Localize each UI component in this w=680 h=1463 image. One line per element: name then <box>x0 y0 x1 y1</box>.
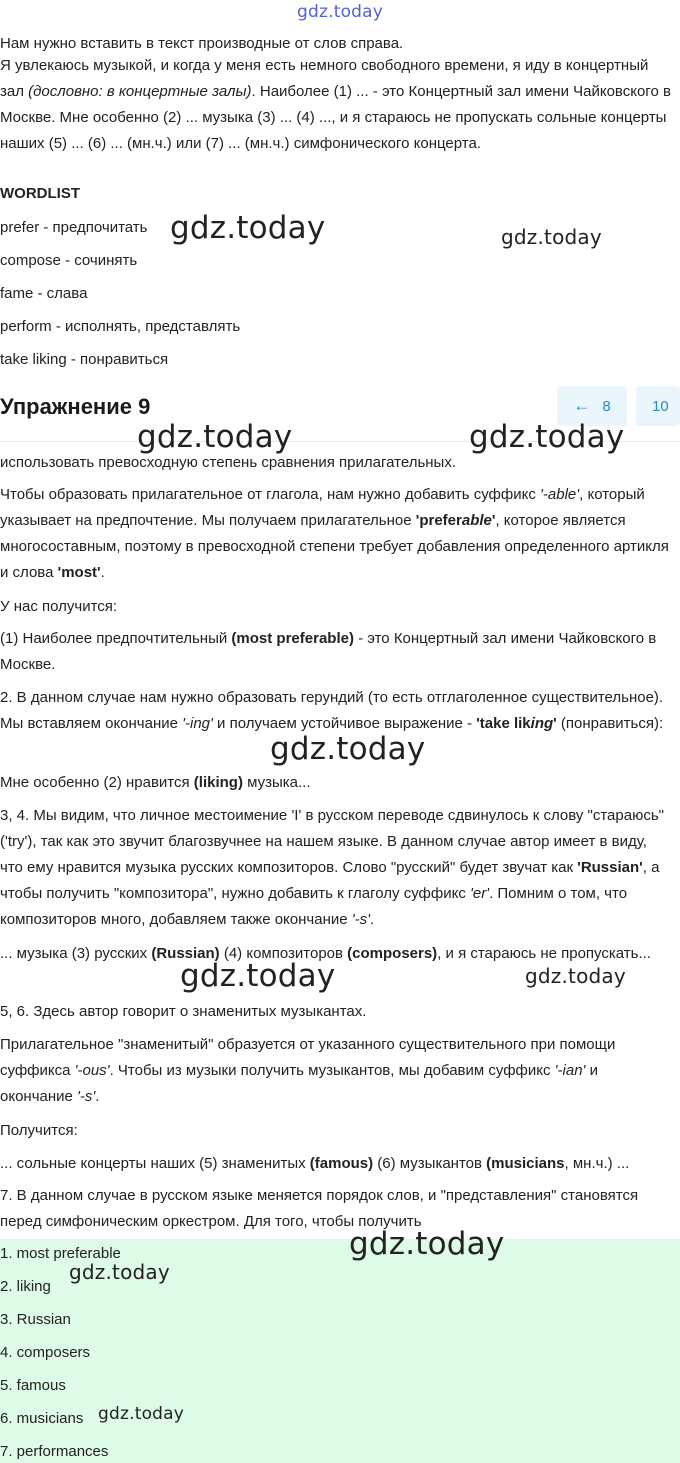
solution-paragraph: 3, 4. Мы видим, что личное местоимение 'I' в русском переводе сдвинулось к слову "стараюсь" ('try'), так как это звучит благозвучнее на нашем языке. В данном случае автор имеет в виду, что ему нравится музыка русских композиторов. Слово "русский" будет звучат как 'Russian', а чтобы получить "композитора", нужно добавить к глаголу суффикс 'er'. Помним о том, что композиторов много, добавляем также окончание '-s'. <box>0 807 664 928</box>
watermark: gdz.today <box>170 210 326 246</box>
wordlist-item: perform - исполнять, представлять <box>0 318 241 335</box>
watermark: gdz.today <box>98 1404 185 1424</box>
solution-paragraph: 7. В данном случае в русском языке меняется порядок слов, и "представления" становятся перед симфоническим оркестром. Для того, чтобы получить <box>0 1187 639 1230</box>
wordlist-title: WORDLIST <box>0 185 80 202</box>
watermark: gdz.today <box>180 958 336 994</box>
watermark: gdz.today <box>525 964 626 988</box>
solution-paragraph: 5, 6. Здесь автор говорит о знаменитых музыкантах. <box>0 1003 367 1020</box>
watermark: gdz.today <box>137 419 293 455</box>
watermark: gdz.today <box>501 225 602 249</box>
solution-paragraph: (1) Наиболее предпочтительный (most preferable) - это Концертный зал имени Чайковского в Москве. <box>0 630 657 673</box>
watermark: gdz.today <box>349 1226 505 1262</box>
answer-item: 1. most preferable <box>0 1245 121 1262</box>
solution-paragraph: использовать превосходную степень сравнения прилагательных. <box>0 454 456 471</box>
wordlist-item: fame - слава <box>0 285 88 302</box>
solution-paragraph: Прилагательное "знаменитый" образуется от указанного существительного при помощи суффикса '-ous'. Чтобы из музыки получить музыкантов, мы добавим суффикс '-ian' и окончание '-s'. <box>0 1036 616 1105</box>
next-exercise-label: 10 <box>652 397 669 415</box>
intro-text: Нам нужно вставить в текст производные от слов справа. <box>0 35 404 52</box>
wordlist-item: take liking - понравиться <box>0 351 169 368</box>
wordlist-item: prefer - предпочитать <box>0 219 148 236</box>
exercise-title: Упражнение 9 <box>0 394 151 419</box>
answer-item: 5. famous <box>0 1377 66 1394</box>
watermark: gdz.today <box>297 2 384 22</box>
wordlist-item: compose - сочинять <box>0 252 138 269</box>
solution-paragraph: Мне особенно (2) нравится (liking) музыка... <box>0 774 311 791</box>
watermark: gdz.today <box>270 731 426 767</box>
solution-paragraph: ... музыка (3) русских (Russian) (4) композиторов (composers), и я стараюсь не пропускать... <box>0 945 651 962</box>
solution-paragraph: Получится: <box>0 1122 78 1139</box>
answer-item: 2. liking <box>0 1278 51 1295</box>
solution-paragraph: Чтобы образовать прилагательное от глагола, нам нужно добавить суффикс '-able', который указывает на предпочтение. Мы получаем прилагательное 'preferable', которое является многосоставным, поэтому в превосходной степени требует добавления определенного артикля и слова 'most'. <box>0 486 669 581</box>
solution-paragraph: 2. В данном случае нам нужно образовать герундий (то есть отглаголенное существительное). Мы вставляем окончание '-ing' и получаем устойчивое выражение - 'take liking' (понравиться): <box>0 689 664 732</box>
arrow-left-icon: ← <box>573 396 591 415</box>
watermark: gdz.today <box>69 1260 170 1284</box>
solution-paragraph: У нас получится: <box>0 598 118 615</box>
next-exercise-button[interactable] <box>636 386 680 426</box>
solution-paragraph: ... сольные концерты наших (5) знаменитых (famous) (6) музыкантов (musicians, мн.ч.) ... <box>0 1155 630 1172</box>
answer-item: 3. Russian <box>0 1311 71 1328</box>
task-text: Я увлекаюсь музыкой, и когда у меня есть немного свободного времени, я иду в концертный зал (дословно: в концертные залы). Наиболее (1) ... - это Концертный зал имени Чайковского в Москве. Мне особенно (2) ... музыка (3) ... (4) ..., и я стараюсь не пропускать сольные концерты наших (5) ... (6) ... (мн.ч.) или (7) ... (мн.ч.) симфонического концерта. <box>0 57 671 152</box>
answer-item: 7. performances <box>0 1443 109 1460</box>
answer-item: 4. composers <box>0 1344 91 1361</box>
watermark: gdz.today <box>469 419 625 455</box>
answer-item: 6. musicians <box>0 1410 84 1427</box>
prev-exercise-label: 8 <box>602 397 611 415</box>
